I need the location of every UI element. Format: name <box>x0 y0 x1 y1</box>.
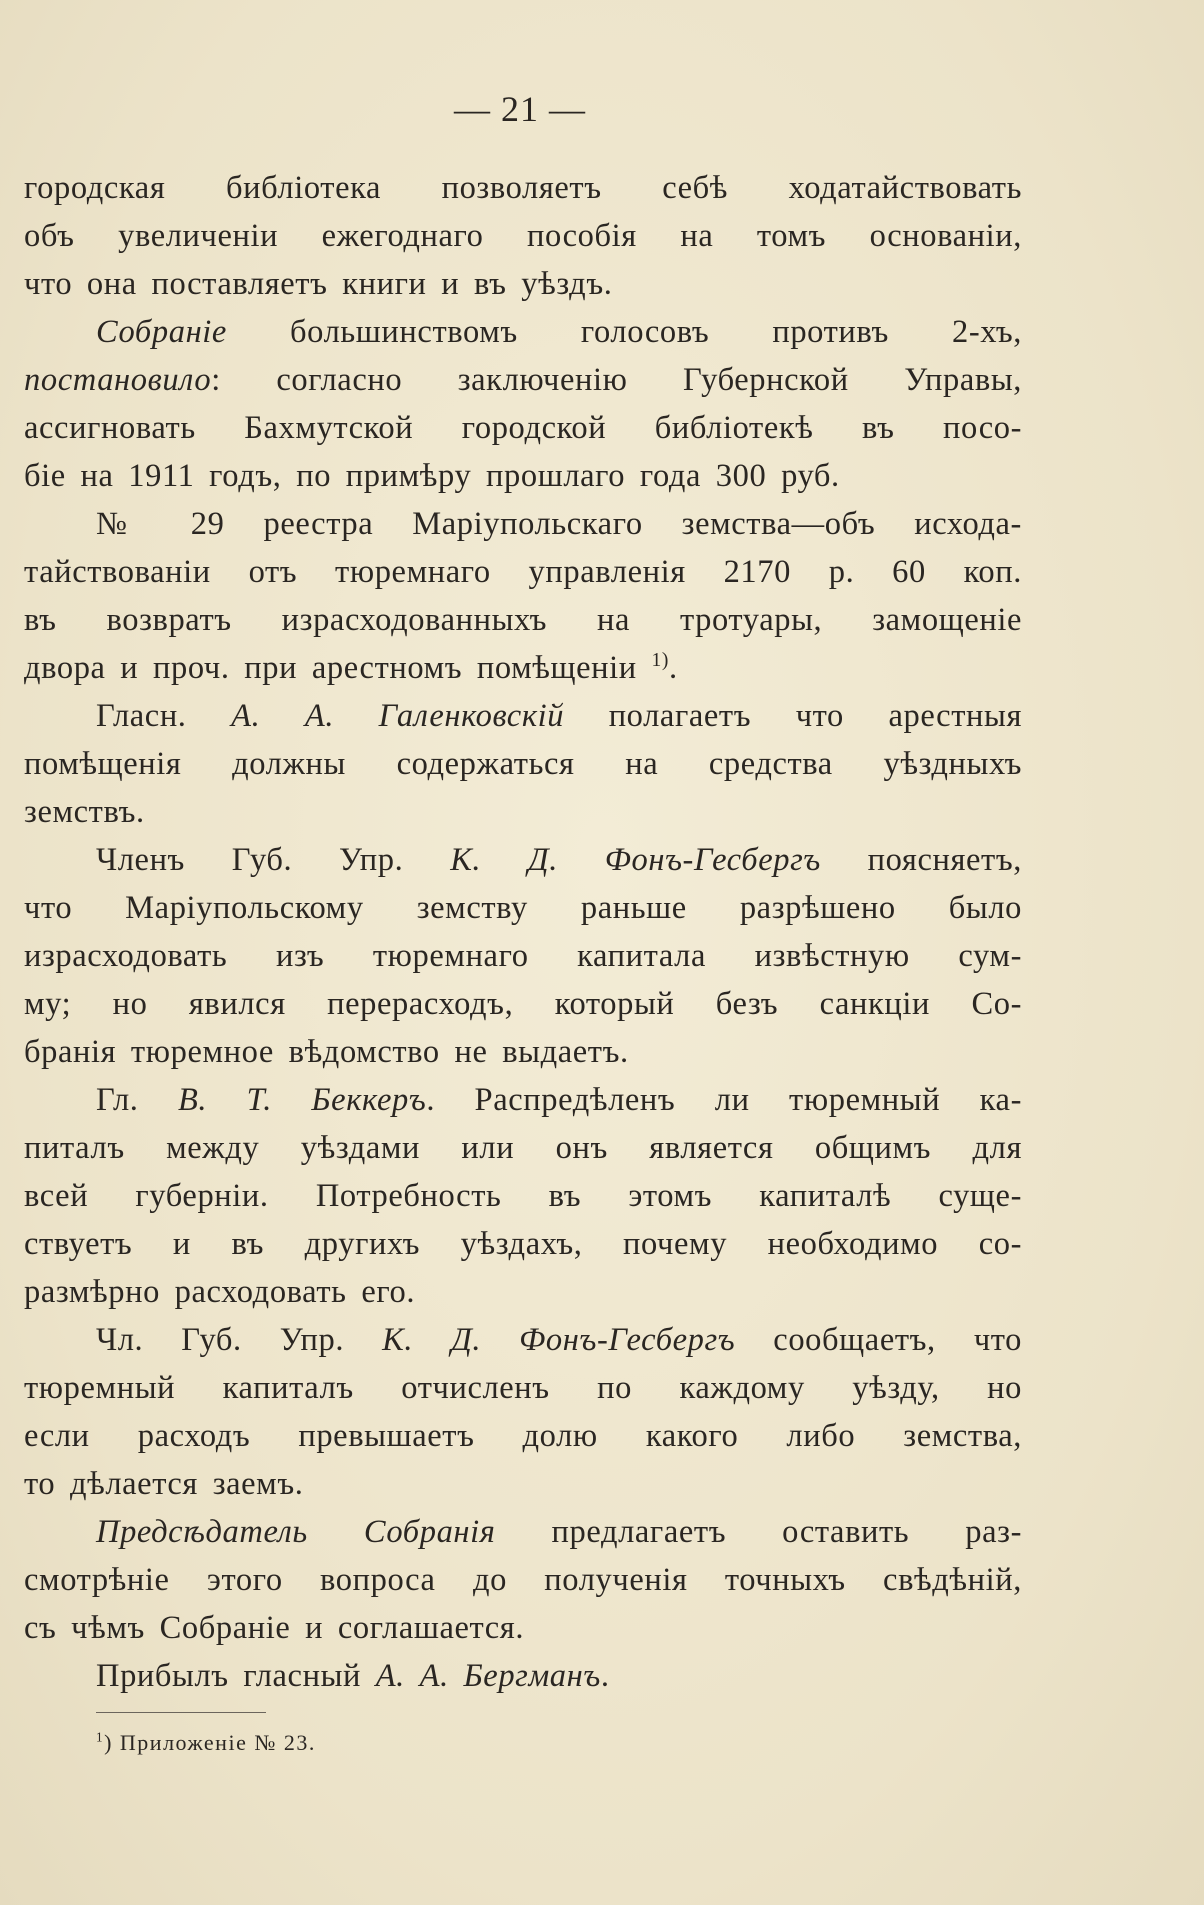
footnote-divider <box>96 1712 266 1713</box>
text-line <box>24 452 1022 500</box>
text-span: помѣщенія должны содержаться на средства уѣздныхъ <box>24 746 1022 782</box>
text-line <box>24 308 1022 356</box>
italic-text: постановило <box>24 362 212 398</box>
text-span: ствуетъ и въ другихъ уѣздахъ, почему необходимо со- <box>24 1226 1022 1262</box>
text-line <box>24 404 1022 452</box>
text-span: что она поставляетъ книги и въ уѣздъ. <box>24 266 613 302</box>
text-span: Прибылъ гласный <box>96 1658 376 1694</box>
footnote <box>96 1728 316 1758</box>
text-line <box>24 1172 1022 1220</box>
text-line <box>24 980 1022 1028</box>
text-line <box>24 932 1022 980</box>
italic-text: К. Д. Фонъ-Гесбергъ <box>450 842 821 878</box>
text-line <box>24 1652 1022 1700</box>
text-line <box>24 740 1022 788</box>
text-span: Гласн. <box>96 698 232 734</box>
text-line <box>24 692 1022 740</box>
text-span: № 29 реестра Маріупольскаго земства—объ исхода- <box>96 506 1022 542</box>
text-span: земствъ. <box>24 794 145 830</box>
text-span: всей губерніи. Потребность въ этомъ капиталѣ суще- <box>24 1178 1022 1214</box>
text-line <box>24 1508 1022 1556</box>
text-span: двора и проч. при арестномъ помѣщеніи <box>24 650 652 686</box>
italic-text: Собраніе <box>96 314 227 350</box>
text-span: . <box>668 650 678 686</box>
text-span: бранія тюремное вѣдомство не выдаетъ. <box>24 1034 629 1070</box>
body-text <box>24 164 1022 1700</box>
text-span: объ увеличеніи ежегоднаго пособія на томъ основаніи, <box>24 218 1022 254</box>
text-span: Членъ Губ. Упр. <box>96 842 451 878</box>
italic-text: В. Т. Беккеръ <box>177 1082 427 1118</box>
text-line <box>24 1124 1022 1172</box>
text-span: съ чѣмъ Собраніе и соглашается. <box>24 1610 525 1646</box>
text-line <box>24 644 1022 692</box>
text-span: смотрѣніе этого вопроса до полученія точныхъ свѣдѣній, <box>24 1562 1022 1598</box>
text-line <box>24 1316 1022 1364</box>
text-line <box>24 356 1022 404</box>
text-line <box>24 884 1022 932</box>
italic-text: А. А. Галенковскій <box>231 698 565 734</box>
text-line <box>24 1364 1022 1412</box>
text-span: что Маріупольскому земству раньше разрѣшено было <box>24 890 1022 926</box>
text-span: предлагаетъ оставить раз- <box>495 1514 1022 1550</box>
text-span: : согласно заключенію Губернской Управы, <box>211 362 1022 398</box>
text-span: городская библіотека позволяетъ себѣ ходатайствовать <box>24 170 1022 206</box>
text-span: му; но явился перерасходъ, который безъ санкціи Со- <box>24 986 1022 1022</box>
text-span: тюремный капиталъ отчисленъ по каждому уѣзду, но <box>24 1370 1022 1406</box>
text-span: Чл. Губ. Упр. <box>96 1322 383 1358</box>
text-line <box>24 1028 1022 1076</box>
text-span: . <box>600 1658 610 1694</box>
text-span: Гл. <box>96 1082 178 1118</box>
text-span: питалъ между уѣздами или онъ является общимъ для <box>24 1130 1022 1166</box>
text-span: поясняетъ, <box>820 842 1022 878</box>
footnote-text: ) Приложеніе № 23. <box>104 1730 316 1755</box>
text-line <box>24 788 1022 836</box>
text-line <box>24 548 1022 596</box>
text-line <box>24 596 1022 644</box>
text-span: большинствомъ голосовъ противъ 2-хъ, <box>226 314 1022 350</box>
text-line <box>24 212 1022 260</box>
text-line <box>24 1220 1022 1268</box>
text-line <box>24 1460 1022 1508</box>
text-line <box>24 1556 1022 1604</box>
text-line <box>24 164 1022 212</box>
text-span: размѣрно расходовать его. <box>24 1274 416 1310</box>
text-line <box>24 260 1022 308</box>
text-span: . Распредѣленъ ли тюремный ка- <box>426 1082 1022 1118</box>
text-span: полагаетъ что арестныя <box>564 698 1022 734</box>
text-span: въ возвратъ израсходованныхъ на тротуары, замощеніе <box>24 602 1022 638</box>
text-line <box>24 1604 1022 1652</box>
text-span: біе на 1911 годъ, по примѣру прошлаго года 300 руб. <box>24 458 840 494</box>
text-line <box>24 1412 1022 1460</box>
text-line <box>24 500 1022 548</box>
italic-text: А. А. Бергманъ <box>375 1658 601 1694</box>
text-span: ассигновать Бахмутской городской библіотекѣ въ посо- <box>24 410 1022 446</box>
italic-text: Предсѣдатель Собранія <box>96 1514 496 1550</box>
text-line <box>24 1268 1022 1316</box>
footnote-reference: 1) <box>651 650 669 672</box>
footnote-marker: 1 <box>96 1729 105 1745</box>
text-span: если расходъ превышаетъ долю какого либо земства, <box>24 1418 1022 1454</box>
text-span: израсходовать изъ тюремнаго капитала извѣстную сум- <box>24 938 1022 974</box>
italic-text: К. Д. Фонъ-Гесбергъ <box>382 1322 736 1358</box>
text-span: тайствованіи отъ тюремнаго управленія 2170 р. 60 коп. <box>24 554 1022 590</box>
page-number: — 21 — <box>454 89 586 129</box>
text-span: то дѣлается заемъ. <box>24 1466 304 1502</box>
text-line <box>24 1076 1022 1124</box>
text-span: сообщаетъ, что <box>735 1322 1022 1358</box>
text-line <box>24 836 1022 884</box>
